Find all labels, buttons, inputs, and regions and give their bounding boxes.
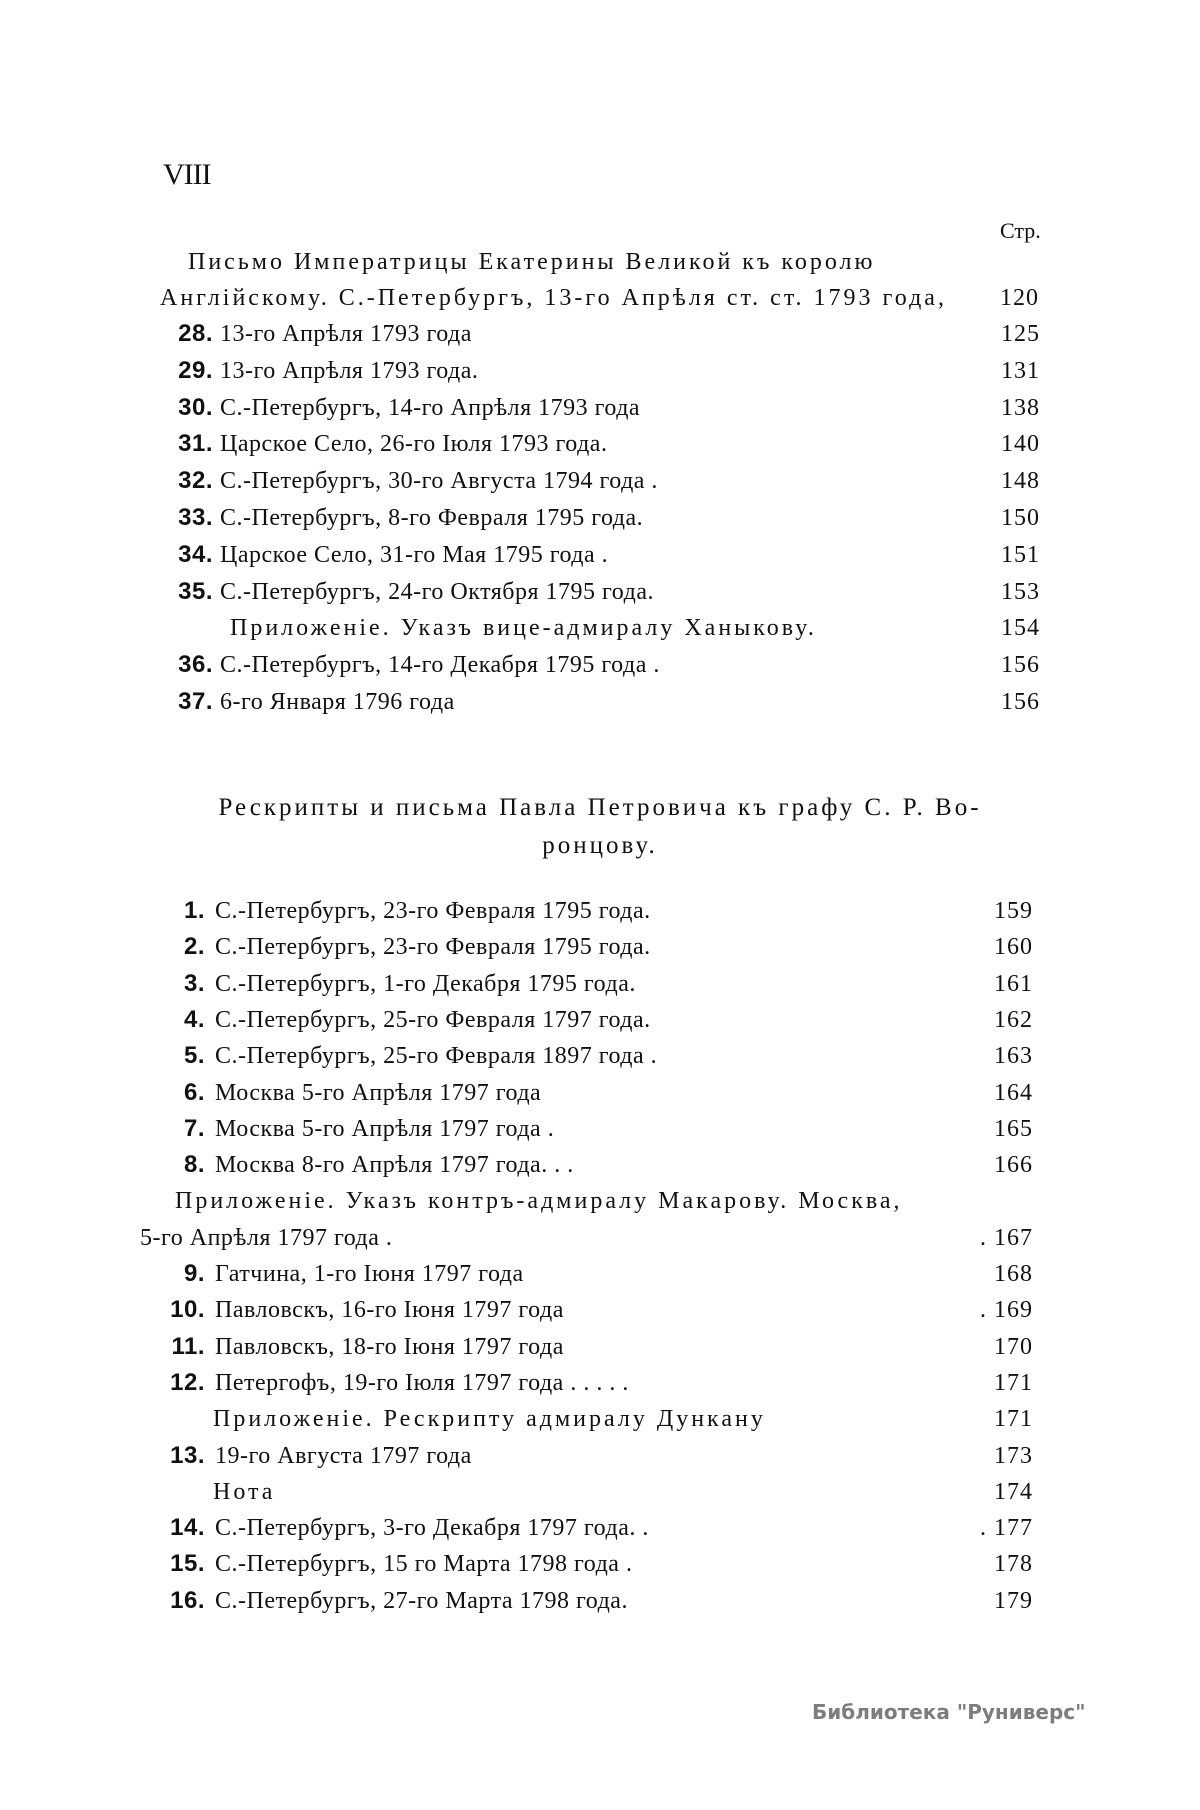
entry-text: Павловскъ, 18-го Іюня 1797 года (215, 1333, 564, 1360)
entry-text: Царское Село, 31-го Мая 1795 года . (220, 541, 609, 568)
entry-text: Москва 5-го Апрѣля 1797 года (215, 1079, 542, 1106)
entry-page: 161 (994, 970, 1033, 997)
page-number: VIII (163, 158, 211, 191)
entry-number: 7. (183, 1114, 205, 1142)
entry-text: С.-Петербургъ, 30-го Августа 1794 года . (220, 468, 658, 495)
entry-page: 164 (994, 1079, 1033, 1106)
entry-text: С.-Петербургъ, 25-го Февраля 1897 года . (215, 1043, 658, 1070)
entry-number: 8. (183, 1151, 205, 1179)
entry-number: 10. (170, 1296, 205, 1324)
entry-number: 1. (183, 897, 205, 924)
library-watermark: Библиотека "Руниверс" (812, 1700, 1086, 1724)
section2-heading-line-2: ронцову. (542, 832, 658, 859)
entry-text: С.-Петербургъ, 27-го Марта 1798 года. (215, 1587, 628, 1614)
entry-number: 32. (178, 467, 213, 495)
entry-text: С.-Петербургъ, 3-го Декабря 1797 года. . (215, 1515, 649, 1542)
entry-page: . 169 (980, 1297, 1033, 1324)
entry-text: С.-Петербургъ, 8-го Февраля 1795 года. (220, 505, 644, 531)
entry-text: 19-го Августа 1797 года (215, 1442, 472, 1469)
entry-text: Гатчина, 1-го Іюня 1797 года (215, 1261, 524, 1287)
entry-page: 163 (994, 1043, 1033, 1070)
entry-text: Москва 8-го Апрѣля 1797 года. . . (215, 1152, 574, 1179)
entry-number: 5. (183, 1042, 205, 1070)
entry-number: 35. (178, 577, 213, 605)
entry-text: С.-Петербургъ, 14-го Апрѣля 1793 года (220, 394, 641, 421)
entry-number: 11. (171, 1332, 205, 1360)
entry-page: 174 (994, 1478, 1033, 1505)
entry-number: 6. (183, 1078, 205, 1106)
entry-number: 2. (183, 933, 205, 961)
entry-text: 5-го Апрѣля 1797 года . (140, 1224, 393, 1251)
entry-number: 3. (183, 969, 205, 997)
entry-number: 15. (170, 1550, 205, 1578)
entry-page: 153 (1001, 578, 1040, 605)
intro-line-2 (160, 283, 947, 313)
entry-page: 166 (994, 1152, 1033, 1179)
intro-line-2-text: Англійскому. С.-Петербургъ, 13-го Апрѣля ст. ст. 1793 года, (160, 285, 947, 311)
entry-number: 33. (178, 504, 213, 531)
section2-heading-line-1: Рескрипты и письма Павла Петровича къ графу С. Р. Во- (218, 794, 982, 821)
entry-page: 162 (994, 1006, 1033, 1033)
entry-page: 165 (994, 1115, 1033, 1142)
entry-page: 148 (1001, 468, 1040, 495)
entry-page: 173 (994, 1442, 1033, 1469)
entry-page: 131 (1001, 357, 1040, 384)
page-column-label: Стр. (1000, 218, 1041, 243)
entry-number: 28. (178, 320, 213, 347)
entry-number: 4. (183, 1005, 205, 1033)
entry-text: С.-Петербургъ, 23-го Февраля 1795 года. (215, 934, 651, 961)
entry-text: С.-Петербургъ, 15 го Марта 1798 года . (215, 1551, 633, 1578)
entry-number: 16. (170, 1586, 205, 1614)
entry-number: 9. (183, 1260, 205, 1287)
intro-line-1: Письмо Императрицы Екатерины Великой къ королю (188, 249, 876, 275)
entry-number: 12. (170, 1368, 205, 1396)
entry-text: Приложеніе. Рескрипту адмиралу Дункану (213, 1406, 766, 1433)
entry-number: 34. (178, 540, 213, 568)
entry-page: 168 (994, 1261, 1033, 1287)
entry-text: С.-Петербургъ, 1-го Декабря 1795 года. (215, 970, 636, 997)
entry-text: С.-Петербургъ, 23-го Февраля 1795 года. (215, 898, 651, 924)
entry-text: С.-Петербургъ, 14-го Декабря 1795 года . (220, 652, 660, 679)
entry-page: 171 (994, 1406, 1033, 1433)
entry-page: 160 (994, 934, 1033, 961)
entry-text: 6-го Января 1796 года (220, 689, 455, 715)
entry-page: 154 (1001, 615, 1040, 642)
entry-page: 138 (1001, 394, 1040, 421)
entry-page: 140 (1001, 431, 1040, 458)
entry-text: Царское Село, 26-го Іюля 1793 года. (220, 431, 608, 458)
entry-page: 170 (994, 1333, 1033, 1360)
entry-page: 125 (1001, 321, 1040, 347)
entry-text: Приложеніе. Указъ контръ-адмиралу Макарову. Москва, (175, 1188, 903, 1215)
entry-text: С.-Петербургъ, 24-го Октября 1795 года. (220, 578, 654, 605)
entry-page: . 177 (980, 1515, 1033, 1542)
entry-text: Нота (213, 1478, 276, 1505)
entry-text: Приложеніе. Указъ вице-адмиралу Ханыкову. (230, 615, 817, 642)
entry-number: 37. (178, 688, 213, 715)
entry-text: Павловскъ, 16-го Іюня 1797 года (215, 1297, 564, 1324)
entry-page: . 167 (980, 1224, 1033, 1251)
entry-number: 13. (170, 1441, 205, 1469)
entry-page: 159 (994, 898, 1033, 924)
entry-text: 13-го Апрѣля 1793 года (220, 321, 472, 347)
intro-page: 120 (1000, 285, 1039, 311)
entry-number: 14. (170, 1514, 205, 1542)
entry-text: С.-Петербургъ, 25-го Февраля 1797 года. (215, 1006, 651, 1033)
entry-page: 151 (1001, 541, 1040, 568)
entry-page: 179 (994, 1587, 1033, 1614)
entry-number: 31. (178, 430, 213, 458)
entry-page: 171 (994, 1369, 1033, 1396)
entry-number: 30. (178, 393, 213, 421)
entry-page: 150 (1001, 505, 1040, 531)
entry-page: 178 (994, 1551, 1033, 1578)
entry-page: 156 (1001, 652, 1040, 679)
entry-text: Петергофъ, 19-го Іюля 1797 года . . . . . (215, 1369, 629, 1396)
entry-text: Москва 5-го Апрѣля 1797 года . (215, 1115, 555, 1142)
entry-number: 29. (178, 356, 213, 384)
entry-page: 156 (1001, 689, 1040, 715)
entry-number: 36. (178, 651, 213, 679)
entry-text: 13-го Апрѣля 1793 года. (220, 357, 479, 384)
